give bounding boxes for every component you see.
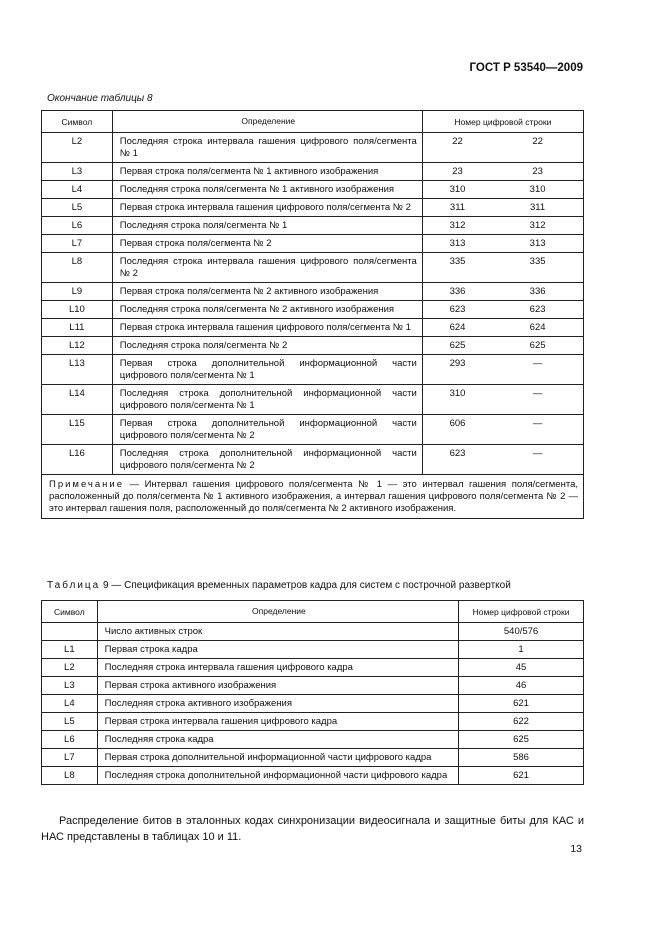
row-definition: Последняя строка интервала гашения цифрового поля/сегмента № 2: [112, 253, 422, 283]
row-number-1: 22: [422, 133, 492, 163]
row-definition: Последняя строка поля/сегмента № 1 активного изображения: [112, 181, 422, 199]
table-row: [42, 641, 584, 659]
row-symbol: L8: [42, 253, 113, 283]
row-number: 46: [459, 677, 584, 695]
row-symbol: L7: [42, 749, 98, 767]
standard-code: ГОСТ Р 53540—2009: [469, 62, 583, 74]
row-number-1: 313: [422, 235, 492, 253]
row-number-1: 23: [422, 163, 492, 181]
row-definition: Первая строка поля/сегмента № 2 активного изображения: [112, 283, 422, 301]
row-number-2: 624: [492, 319, 583, 337]
column-header-symbol: Символ: [42, 601, 98, 623]
row-symbol: L5: [42, 713, 98, 731]
row-definition: Последняя строка активного изображения: [97, 695, 458, 713]
row-number-1: 311: [422, 199, 492, 217]
row-symbol: [42, 623, 98, 641]
row-definition: Первая строка активного изображения: [97, 677, 458, 695]
table9-caption-text: 9 — Спецификация временных параметров кадра для систем с построчной разверткой: [100, 580, 511, 591]
row-number-1: 312: [422, 217, 492, 235]
row-symbol: L1: [42, 641, 98, 659]
table-row: [42, 749, 584, 767]
table-8-body: [42, 133, 584, 475]
row-definition: Последняя строка дополнительной информационной части цифрового поля/сегмента № 2: [112, 445, 422, 475]
row-number-1: 623: [422, 445, 492, 475]
row-symbol: L11: [42, 319, 113, 337]
row-symbol: L4: [42, 181, 113, 199]
row-symbol: L2: [42, 133, 113, 163]
table-row: [42, 623, 584, 641]
row-definition: Первая строка дополнительной информационной части цифрового кадра: [97, 749, 458, 767]
row-number-1: 624: [422, 319, 492, 337]
table-row: [42, 253, 584, 283]
row-definition: Последняя строка кадра: [97, 731, 458, 749]
table-note-row: [42, 475, 584, 519]
body-paragraph: Распределение битов в эталонных кодах синхронизации видеосигнала и защитные биты для КАС и НАС представлены в таблицах 10 и 11.: [41, 815, 584, 843]
row-number-2: —: [492, 385, 583, 415]
row-symbol: L3: [42, 163, 113, 181]
row-definition: Первая строка поля/сегмента № 1 активного изображения: [112, 163, 422, 181]
table-row: [42, 319, 584, 337]
row-symbol: L14: [42, 385, 113, 415]
table-row: [42, 163, 584, 181]
column-header-symbol: Символ: [42, 111, 113, 133]
table-row: [42, 181, 584, 199]
row-definition: Первая строка интервала гашения цифрового кадра: [97, 713, 458, 731]
table-row: [42, 695, 584, 713]
row-number-1: 310: [422, 181, 492, 199]
row-definition: Последняя строка поля/сегмента № 1: [112, 217, 422, 235]
table-row: [42, 445, 584, 475]
row-number-2: 623: [492, 301, 583, 319]
row-definition: Последняя строка интервала гашения цифрового поля/сегмента № 1: [112, 133, 422, 163]
table-header-row: [42, 111, 584, 133]
table-row: [42, 659, 584, 677]
row-number: 625: [459, 731, 584, 749]
table-row: [42, 713, 584, 731]
row-number-2: 625: [492, 337, 583, 355]
row-number: 1: [459, 641, 584, 659]
row-definition: Первая строка поля/сегмента № 2: [112, 235, 422, 253]
row-symbol: L6: [42, 731, 98, 749]
row-symbol: L2: [42, 659, 98, 677]
table-row: [42, 337, 584, 355]
row-number-1: 625: [422, 337, 492, 355]
table-row: [42, 355, 584, 385]
table-9-body: [42, 623, 584, 785]
row-number-2: —: [492, 445, 583, 475]
table9-caption: [47, 580, 511, 591]
row-number-1: 293: [422, 355, 492, 385]
row-number-2: 313: [492, 235, 583, 253]
row-number-2: —: [492, 355, 583, 385]
table-8: [41, 110, 584, 519]
table-row: [42, 415, 584, 445]
column-header-definition: Определение: [112, 111, 422, 133]
row-definition: Первая строка интервала гашения цифрового поля/сегмента № 2: [112, 199, 422, 217]
row-symbol: L4: [42, 695, 98, 713]
table-9: [41, 600, 584, 785]
note-text: — Интервал гашения цифрового поля/сегмента № 1 — это интервал гашения поля/сегмента, расположенный до поля/сегмента № 1 активного изображения, а интервал гашения цифрового поля/сегмента № 2 — это интервал гашения поля, расположенный до поля/сегмента № 2 активного изображения.: [49, 479, 578, 514]
row-definition: Последняя строка поля/сегмента № 2 активного изображения: [112, 301, 422, 319]
column-header-number: Номер цифровой строки: [422, 111, 583, 133]
table-row: [42, 385, 584, 415]
page-number: 13: [570, 843, 582, 855]
table-row: [42, 133, 584, 163]
row-number-2: 335: [492, 253, 583, 283]
table8-continuation-caption: Окончание таблицы 8: [47, 93, 153, 104]
row-symbol: L10: [42, 301, 113, 319]
row-number-1: 336: [422, 283, 492, 301]
row-symbol: L8: [42, 767, 98, 785]
row-symbol: L15: [42, 415, 113, 445]
table-header-row: [42, 601, 584, 623]
row-definition: Последняя строка дополнительной информационной части цифрового кадра: [97, 767, 458, 785]
row-definition: Последняя строка поля/сегмента № 2: [112, 337, 422, 355]
row-definition: Последняя строка дополнительной информационной части цифрового поля/сегмента № 1: [112, 385, 422, 415]
row-number: 540/576: [459, 623, 584, 641]
table-note: [42, 475, 584, 519]
column-header-number: Номер цифровой строки: [459, 601, 584, 623]
row-number-2: 23: [492, 163, 583, 181]
row-number: 622: [459, 713, 584, 731]
row-definition: Число активных строк: [97, 623, 458, 641]
table-row: [42, 767, 584, 785]
row-symbol: L5: [42, 199, 113, 217]
row-symbol: L12: [42, 337, 113, 355]
row-symbol: L13: [42, 355, 113, 385]
row-number: 621: [459, 695, 584, 713]
row-number-2: 336: [492, 283, 583, 301]
table9-caption-label: Таблица: [47, 580, 101, 591]
row-number-2: 311: [492, 199, 583, 217]
table-row: [42, 217, 584, 235]
row-number-1: 623: [422, 301, 492, 319]
column-header-definition: Определение: [97, 601, 458, 623]
row-number-1: 310: [422, 385, 492, 415]
row-symbol: L7: [42, 235, 113, 253]
table-row: [42, 235, 584, 253]
table-row: [42, 677, 584, 695]
row-symbol: L6: [42, 217, 113, 235]
row-number-1: 335: [422, 253, 492, 283]
table-row: [42, 301, 584, 319]
note-label: Примечание: [49, 479, 124, 490]
row-definition: Первая строка дополнительной информационной части цифрового поля/сегмента № 1: [112, 355, 422, 385]
row-number: 586: [459, 749, 584, 767]
row-number-1: 606: [422, 415, 492, 445]
table-row: [42, 283, 584, 301]
row-symbol: L9: [42, 283, 113, 301]
row-definition: Последняя строка интервала гашения цифрового кадра: [97, 659, 458, 677]
row-number-2: 312: [492, 217, 583, 235]
row-number-2: 22: [492, 133, 583, 163]
row-symbol: L3: [42, 677, 98, 695]
row-definition: Первая строка кадра: [97, 641, 458, 659]
row-symbol: L16: [42, 445, 113, 475]
row-definition: Первая строка интервала гашения цифрового поля/сегмента № 1: [112, 319, 422, 337]
row-number-2: —: [492, 415, 583, 445]
table-row: [42, 199, 584, 217]
row-definition: Первая строка дополнительной информационной части цифрового поля/сегмента № 2: [112, 415, 422, 445]
row-number-2: 310: [492, 181, 583, 199]
row-number: 45: [459, 659, 584, 677]
row-number: 621: [459, 767, 584, 785]
table-row: [42, 731, 584, 749]
